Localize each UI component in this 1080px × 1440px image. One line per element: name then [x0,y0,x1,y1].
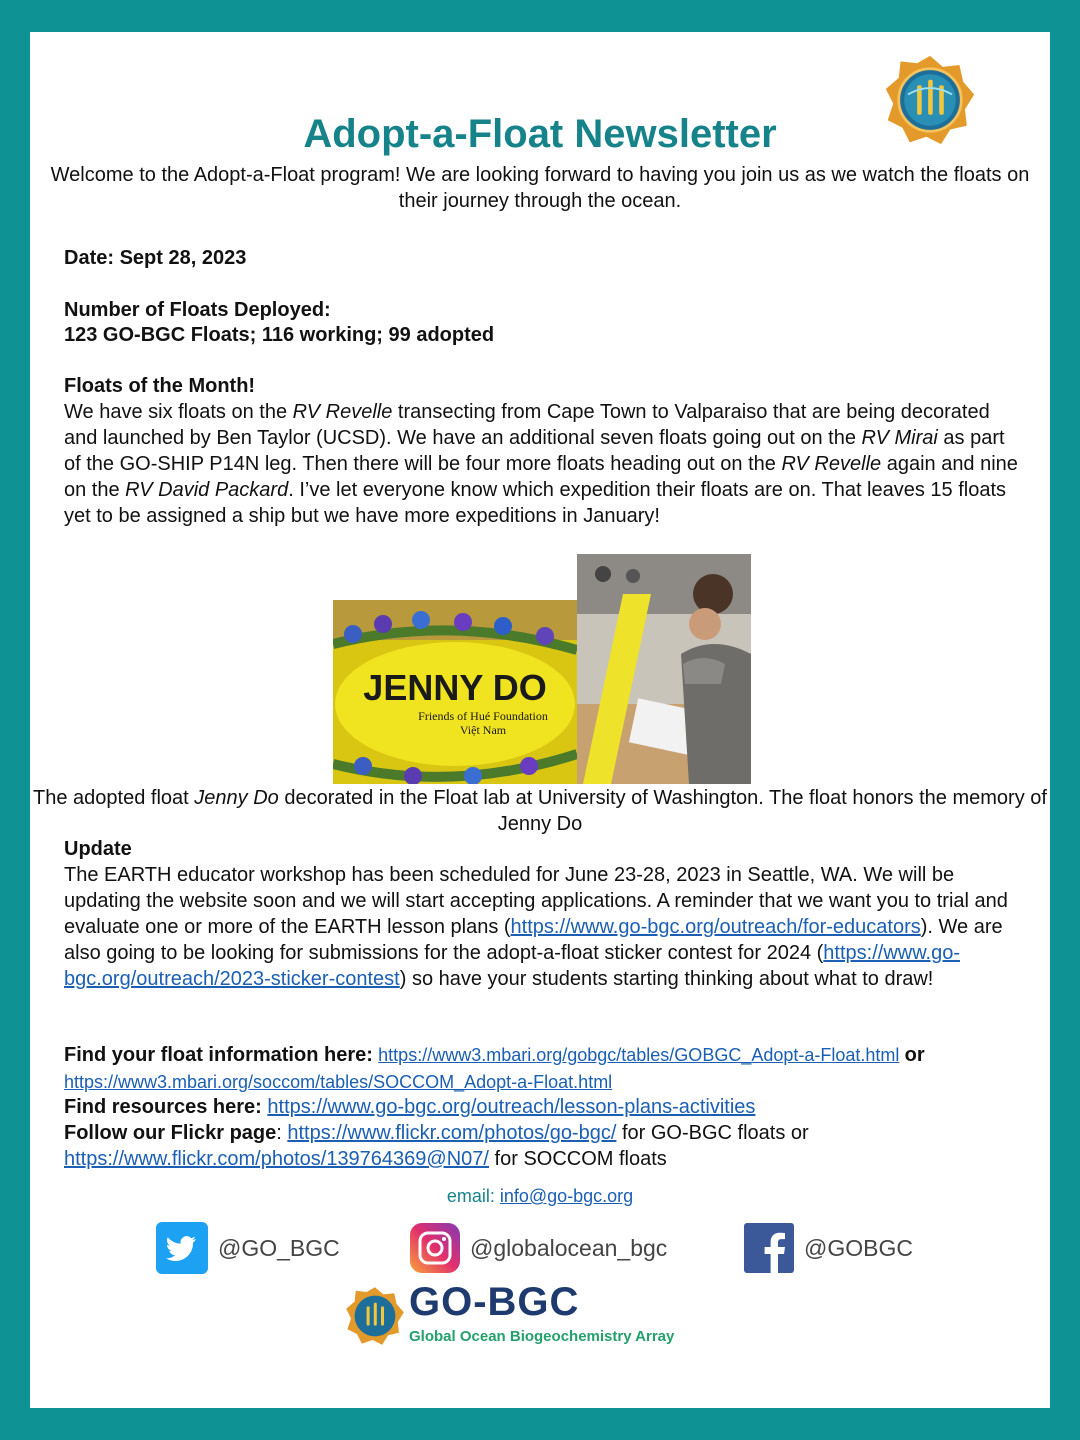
caption-float-name: Jenny Do [194,787,279,809]
ship-name: RV Revelle [292,401,393,423]
flickr-text-2: for SOCCOM floats [488,1148,667,1170]
floats-deployed-summary: 123 GO-BGC Floats; 116 working; 99 adopted [64,324,495,346]
twitter-icon [156,1222,208,1274]
float-decorated-photo [333,600,577,784]
page-title: Adopt-a-Float Newsletter [303,112,777,156]
brand-name: GO-BGC [409,1280,580,1324]
floats-deployed-heading: Number of Floats Deployed: [64,299,331,321]
ship-name: RV Revelle [781,453,882,475]
update-text-1: The EARTH educator workshop has been scheduled for June 23-28, 2023 in Seattle, WA. We will be updating the website soon and we will start accepting applications. A reminder that we want you to trial and evaluate one or more of the EARTH lesson plans ( [64,864,1008,938]
update-heading: Update [64,838,132,860]
contact-email [0,1186,1080,1207]
caption-text-2: decorated in the Float lab at University of Washington. The float honors the memory of Jenny Do [278,787,1047,835]
facebook-icon [744,1223,794,1273]
email-label: email: [446,1186,500,1206]
or-word: or [904,1044,925,1066]
go-bgc-brand-logo-icon [345,1286,405,1346]
float-label-foundation: Friends of Hué Foundation [418,709,548,723]
find-float-label: Find your float information here: [64,1044,373,1066]
go-bgc-brand [345,1280,745,1352]
floats-of-month-text [64,399,1024,529]
facebook-handle-text: @GOBGC [804,1234,913,1261]
float-lab-photo [577,554,751,784]
ship-name: RV Mirai [861,427,938,449]
gobgc-float-table-link[interactable]: https://www3.mbari.org/gobgc/tables/GOBGC_Adopt-a-Float.html [378,1045,900,1065]
fom-text-5: . I’ve let everyone know which expedition their floats are on. That leaves 15 floats yet to be assigned a ship but we have more expeditions in January! [64,479,1007,527]
flickr-text-1: for GO-BGC floats or [616,1122,809,1144]
instagram-handle-text: @globalocean_bgc [470,1234,668,1261]
soccom-float-table-link[interactable]: https://www3.mbari.org/soccom/tables/SOCCOM_Adopt-a-Float.html [64,1072,613,1092]
facebook-handle[interactable] [744,1222,913,1274]
float-photos [333,554,751,784]
fom-text-3: as part of the GO-SHIP P14N leg. Then there will be four more floats heading out on the [64,427,1005,475]
welcome-text: Welcome to the Adopt-a-Float program! We are looking forward to having you join us as we watch the floats on their journey through the ocean. [50,164,1030,212]
find-resources-label: Find resources here: [64,1096,262,1118]
caption-text-1: The adopted float [33,787,195,809]
flickr-colon: : [276,1122,288,1144]
soccom-flickr-link[interactable]: https://www.flickr.com/photos/139764369@N07/ [64,1148,489,1170]
float-label-name: JENNY DO [363,667,547,708]
sticker-contest-link[interactable]: https://www.go-bgc.org/outreach/2023-sticker-contest [64,942,961,990]
brand-subtitle: Global Ocean Biogeochemistry Array [409,1328,675,1345]
email-link[interactable]: info@go-bgc.org [499,1186,634,1206]
instagram-handle[interactable] [410,1222,667,1274]
flickr-info [64,1120,1034,1172]
lesson-plans-link[interactable]: https://www.go-bgc.org/outreach/lesson-plans-activities [267,1096,756,1118]
fom-text-2: transecting from Cape Town to Valparaiso that are being decorated and launched by Ben Taylor (UCSD). We have an additional seven floats going out on the [64,401,990,449]
twitter-handle[interactable] [156,1222,340,1274]
floats-of-month-heading: Floats of the Month! [64,375,256,397]
update-text-3: ) so have your students starting thinking about what to draw! [399,968,934,990]
find-resources [64,1094,1034,1120]
educators-link[interactable]: https://www.go-bgc.org/outreach/for-educators [510,916,921,938]
update-text-2: ). We are also going to be looking for submissions for the adopt-a-float sticker contest for 2024 ( [64,916,1003,964]
update-text [64,862,1024,992]
fom-text-1: We have six floats on the [64,401,293,423]
fom-text-4: again and nine on the [64,453,1018,501]
float-label-country: Việt Nam [459,723,507,737]
instagram-icon [410,1223,460,1273]
gobgc-flickr-link[interactable]: https://www.flickr.com/photos/go-bgc/ [287,1122,617,1144]
flickr-label: Follow our Flickr page [64,1122,277,1144]
twitter-handle-text: @GO_BGC [218,1234,340,1261]
find-float-info [64,1042,1034,1096]
photo-caption [30,785,1050,837]
newsletter-date: Date: Sept 28, 2023 [64,247,247,269]
ship-name: RV David Packard [125,479,289,501]
